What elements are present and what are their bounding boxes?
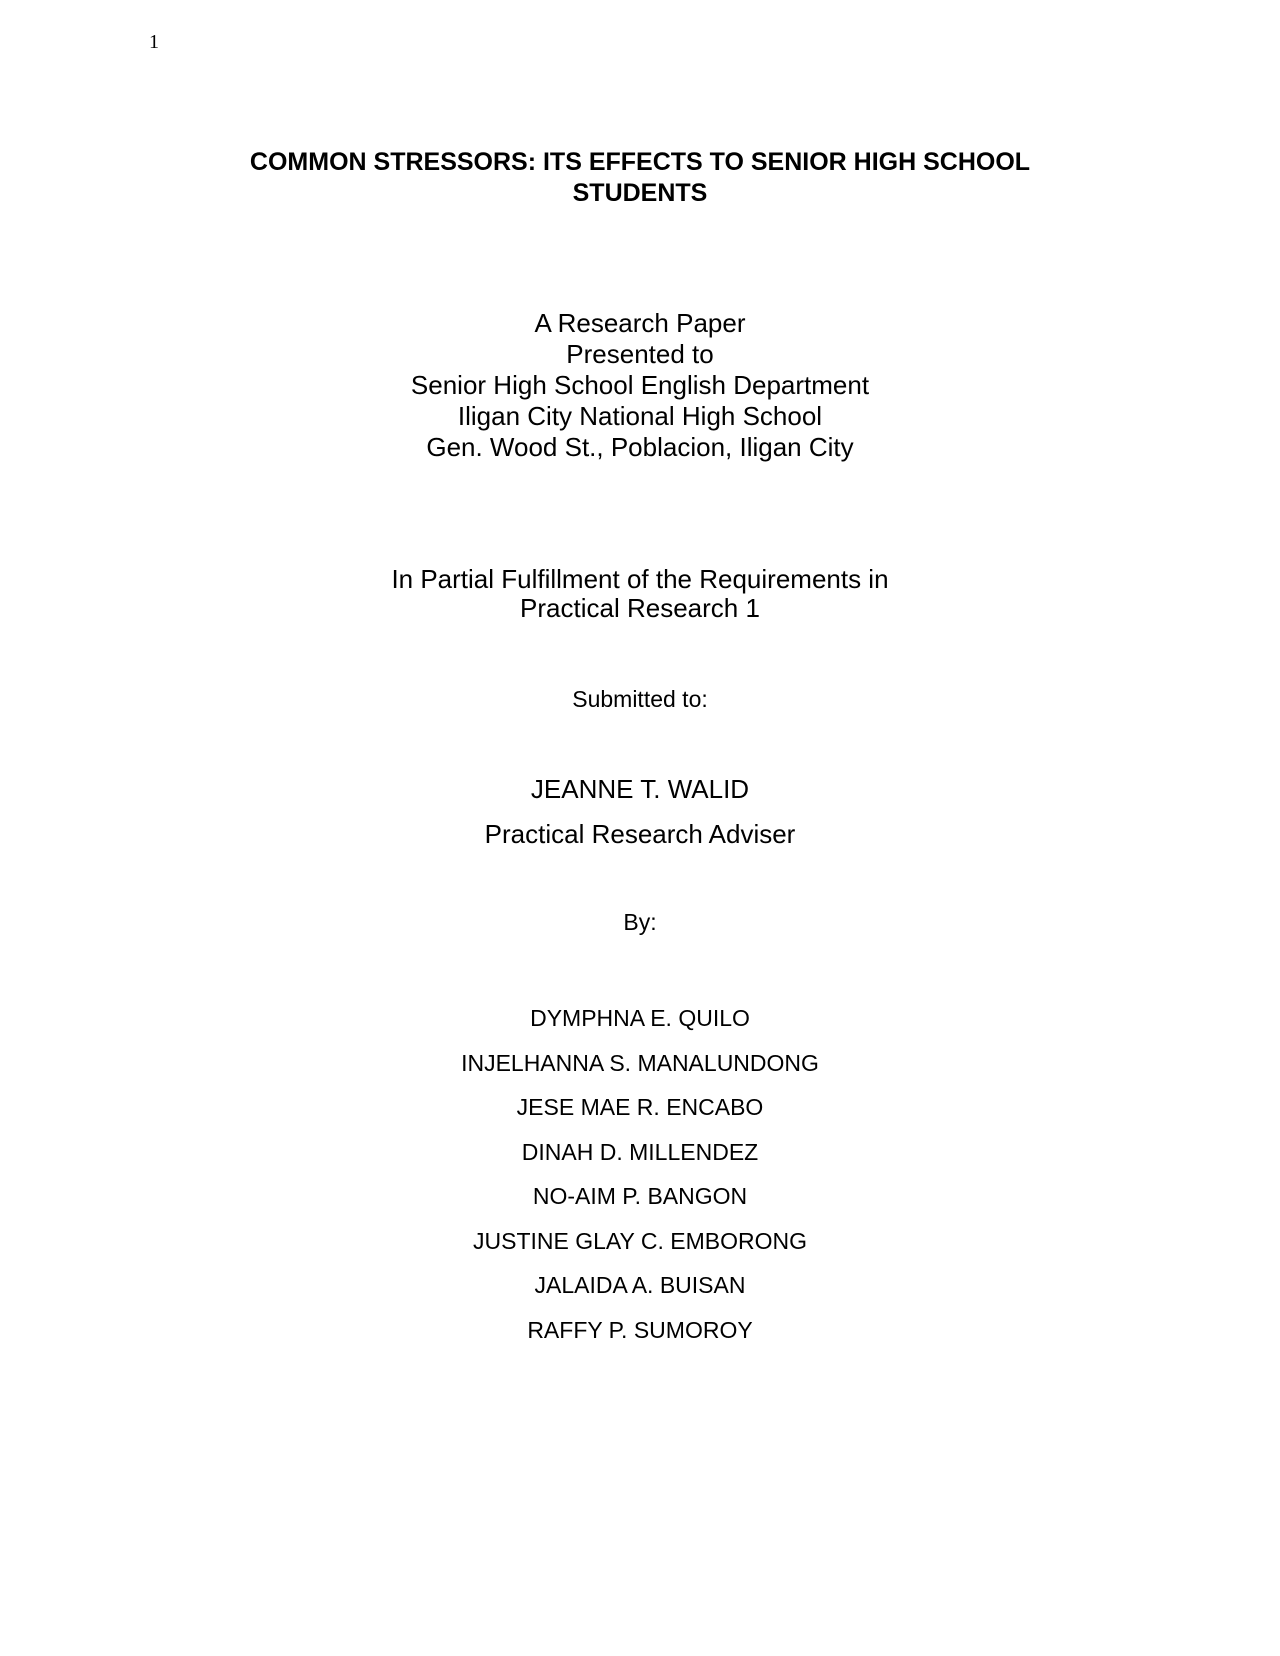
paper-title-line-2: STUDENTS bbox=[572, 179, 708, 207]
author-name: DYMPHNA E. QUILO bbox=[530, 1005, 750, 1031]
author-name: JESE MAE R. ENCABO bbox=[516, 1094, 764, 1120]
fulfillment-line: In Partial Fulfillment of the Requirements in bbox=[391, 564, 889, 594]
fulfillment-block bbox=[0, 565, 1280, 623]
paper-title bbox=[180, 147, 1100, 209]
page-number: 1 bbox=[149, 31, 159, 53]
presentation-line: Presented to bbox=[566, 339, 714, 369]
author-name: RAFFY P. SUMOROY bbox=[527, 1316, 753, 1343]
author-name: INJELHANNA S. MANALUNDONG bbox=[461, 1049, 819, 1076]
adviser-role: Practical Research Adviser bbox=[484, 819, 796, 849]
author-name: DINAH D. MILLENDEZ bbox=[521, 1138, 759, 1165]
fulfillment-line: Practical Research 1 bbox=[520, 593, 760, 623]
author-name: JUSTINE GLAY C. EMBORONG bbox=[473, 1227, 807, 1254]
adviser-name: JEANNE T. WALID bbox=[530, 774, 750, 804]
presentation-line: Iligan City National High School bbox=[457, 401, 823, 431]
submitted-to-label: Submitted to: bbox=[572, 686, 708, 712]
presentation-line: A Research Paper bbox=[534, 308, 746, 338]
presentation-block bbox=[0, 308, 1280, 463]
presentation-line: Gen. Wood St., Poblacion, Iligan City bbox=[426, 432, 854, 462]
author-name: NO-AIM P. BANGON bbox=[532, 1183, 748, 1209]
author-name: JALAIDA A. BUISAN bbox=[534, 1272, 746, 1298]
presentation-line: Senior High School English Department bbox=[410, 370, 870, 400]
paper-title-line-1: COMMON STRESSORS: ITS EFFECTS TO SENIOR HIGH SCHOOL bbox=[249, 148, 1031, 176]
author-list bbox=[0, 996, 1280, 1352]
by-label: By: bbox=[623, 909, 657, 935]
